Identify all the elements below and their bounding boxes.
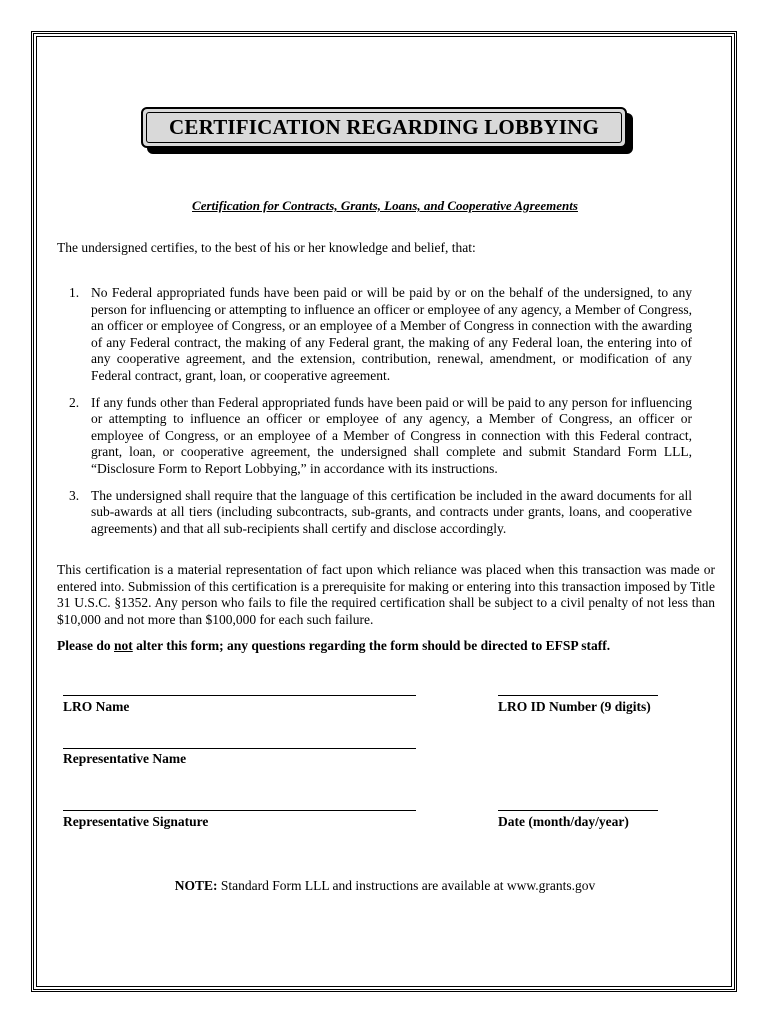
item-number: 1. [69, 285, 80, 300]
item-text: The undersigned shall require that the language of this certification be included in the award documents for all sub-awards at all tiers (including subcontracts, sub-grants, and contracts under grants, loans, and cooperative agreements) and that all sub-recipients shall certify and disclose accordingly. [91, 487, 692, 536]
footer-note [0, 878, 770, 894]
certification-list [57, 285, 692, 547]
lro-id-label: LRO ID Number (9 digits) [498, 699, 651, 714]
intro-text: The undersigned certifies, to the best of his or her knowledge and belief, that: [57, 240, 476, 255]
certification-paragraph: This certification is a material representation of fact upon which reliance was placed when this transaction was made or entered into. Submission of this certification is a prerequisite for making or entering into this transaction imposed by Title 31 U.S.C. §1352. Any person who fails to file the required certification shall be subject to a civil penalty of not less than $10,000 and not more than $100,000 for each such failure. [57, 562, 716, 628]
title-box [141, 107, 627, 148]
date-line[interactable] [498, 810, 658, 811]
note-text: Standard Form LLL and instructions are available at www.grants.gov [217, 878, 596, 893]
notice-after: alter this form; any questions regarding the form should be directed to EFSP staff. [132, 638, 611, 653]
item-text: If any funds other than Federal appropriated funds have been paid or will be paid to any person for influencing or attempting to influence an officer or employee of any agency, a Member of Congress, an officer or employee of Congress, or an employee of a Member of Congress in connection with this Federal contract, grant, loan, or cooperative agreement, the undersigned shall complete and submit Standard Form LLL, “Disclosure Form to Report Lobbying,” in accordance with its instructions. [91, 394, 692, 476]
page-title: CERTIFICATION REGARDING LOBBYING [169, 115, 599, 139]
lro-name-line[interactable] [63, 695, 416, 696]
item-text: No Federal appropriated funds have been paid or will be paid by or on the behalf of the undersigned, to any person for influencing or attempting to influence an officer or employee of any agency, a Member of Congress, an officer or employee of Congress, or an employee of a Member of Congress in connection with the awarding of any Federal contract, the making of any Federal grant, the making of any Federal loan, the entering into of any cooperative agreement, and the extension, contribution, renewal, amendment, or modification of any Federal contract, grant, loan, or cooperative agreement. [91, 285, 692, 383]
list-item [57, 285, 692, 385]
rep-signature-line[interactable] [63, 810, 416, 811]
item-number: 2. [69, 394, 80, 410]
list-item [57, 488, 692, 538]
note-label: NOTE: [174, 878, 218, 893]
list-item [57, 395, 692, 478]
notice-text [57, 638, 610, 654]
subtitle: Certification for Contracts, Grants, Loans, and Cooperative Agreements [192, 198, 578, 213]
lro-id-line[interactable] [498, 695, 658, 696]
item-number: 3. [69, 487, 80, 503]
notice-before: Please do [57, 638, 114, 653]
date-label: Date (month/day/year) [498, 814, 629, 829]
rep-signature-label: Representative Signature [63, 814, 209, 829]
notice-emphasis: not [114, 638, 133, 653]
rep-name-line[interactable] [63, 748, 416, 749]
rep-name-label: Representative Name [63, 751, 187, 766]
lro-name-label: LRO Name [63, 699, 130, 714]
